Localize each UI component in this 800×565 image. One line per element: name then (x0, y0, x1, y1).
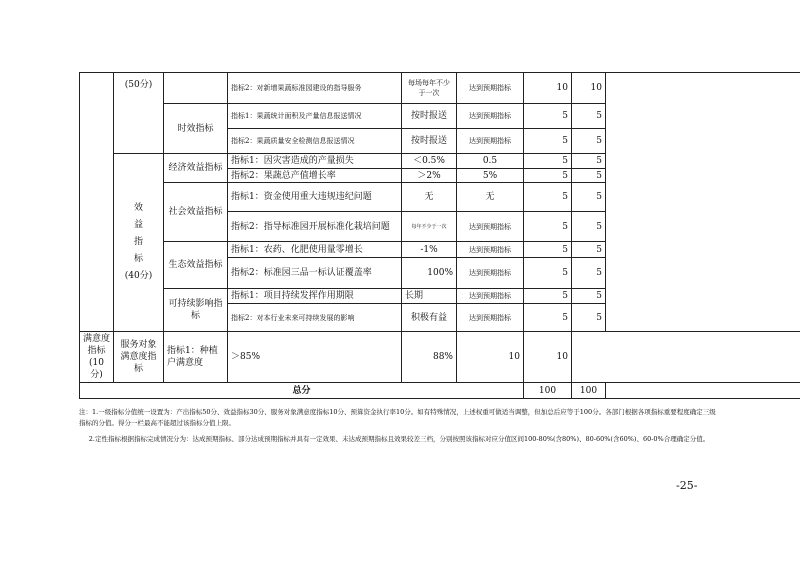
actual-value: 5% (457, 169, 524, 183)
weight-value: 5 (524, 154, 572, 169)
target-value: 无 (402, 183, 457, 212)
target-value: ＞2% (402, 169, 457, 183)
actual-value: 88% (402, 332, 457, 383)
score-value: 10 (524, 332, 572, 383)
level2-label: 可持续影响指标 (164, 289, 228, 332)
level2-label: 社会效益指标 (164, 183, 228, 242)
score-value: 5 (572, 154, 606, 169)
actual-value: 达到预期指标 (457, 129, 524, 154)
level3-label: 指标2：果蔬总产值增长率 (228, 169, 402, 183)
score-value: 5 (572, 183, 606, 212)
total-row (80, 383, 800, 399)
level3-label: 指标2：标准园三品一标认证覆盖率 (228, 258, 402, 289)
weight-value: 5 (524, 212, 572, 242)
level3-label: 指标1：农药、化肥使用量零增长 (228, 242, 402, 258)
weight-value: 5 (524, 169, 572, 183)
score-value: 10 (572, 73, 606, 104)
weight-value: 10 (524, 73, 572, 104)
weight-value: 5 (524, 304, 572, 332)
satisfaction-level2: 服务对象 满意度指 标 (114, 332, 164, 383)
remarks-blank (606, 383, 800, 399)
remarks-blank (606, 73, 800, 332)
actual-value: 无 (457, 183, 524, 212)
level3-label: 指标2：对本行业未来可持续发展的影响 (228, 304, 402, 332)
actual-value: 0.5 (457, 154, 524, 169)
weight-value: 5 (524, 129, 572, 154)
page-number: -25- (676, 479, 698, 492)
score-value: 5 (572, 212, 606, 242)
score-value: 5 (572, 258, 606, 289)
level2-label: 生态效益指标 (164, 242, 228, 289)
total-label: 总分 (80, 383, 524, 399)
benefit-level1: 效 益 指 标 (40分) (114, 154, 164, 332)
score-value: 5 (572, 104, 606, 129)
score-value: 5 (572, 129, 606, 154)
level3-label: 指标1：项目持续发挥作用期限 (228, 289, 402, 304)
target-value: 每场每年不少于一次 (402, 73, 457, 104)
level2-label: 时效指标 (164, 104, 228, 154)
total-weight: 100 (524, 383, 572, 399)
target-value: 长期 (402, 289, 457, 304)
target-value: ＞85% (228, 332, 402, 383)
note-1: 注：1.一级指标分值统一设置为：产出指标50分、效益指标30分、服务对象满意度指标10分、预算资金执行率10分。如有特殊情况，上述权重可做适当调整，但加总后应等于100分。各部门根据各项指标重要程度确定三级指标的分值。得分一栏最高不能超过该指标分值上限。 (79, 408, 716, 427)
score-value: 5 (572, 304, 606, 332)
performance-table (79, 72, 800, 399)
weight-value: 5 (524, 289, 572, 304)
table-notes (79, 407, 719, 450)
level3-label: 指标2：对新增果蔬标准园建设的指导服务 (228, 73, 402, 104)
weight-value: 5 (524, 258, 572, 289)
actual-value: 达到预期指标 (457, 304, 524, 332)
target-value: 按时报送 (402, 129, 457, 154)
note-2: 2.定性指标根据指标完成情况分为：达成预期指标、部分达成预期指标并具有一定效果、未达成预期指标且效果较差三档，分别按照该指标对应分值区间100-80%(含80%)、80-60%(含60%)、60-0%合理确定分值。 (88, 435, 710, 443)
actual-value: 达到预期指标 (457, 104, 524, 129)
actual-value: 达到预期指标 (457, 289, 524, 304)
target-value: 按时报送 (402, 104, 457, 129)
level2-label: 经济效益指标 (164, 154, 228, 183)
total-score: 100 (572, 383, 606, 399)
weight-value: 10 (457, 332, 524, 383)
weight-value: 5 (524, 183, 572, 212)
level2-blank (164, 73, 228, 104)
weight-value: 5 (524, 104, 572, 129)
target-value: 100% (402, 258, 457, 289)
actual-value: 达到预期指标 (457, 212, 524, 242)
weight-value: 5 (524, 242, 572, 258)
target-value: ＜0.5% (402, 154, 457, 169)
actual-value: 达到预期指标 (457, 242, 524, 258)
score-value: 5 (572, 289, 606, 304)
level3-label: 指标2：果蔬质量安全检测信息报送情况 (228, 129, 402, 154)
target-value: 积极有益 (402, 304, 457, 332)
table-row (80, 73, 800, 104)
satisfaction-level1: 满意度 指标 (10分) (80, 332, 114, 383)
level3-label: 指标1：因灾害造成的产量损失 (228, 154, 402, 169)
level3-label: 指标1：果蔬统计面积及产量信息报送情况 (228, 104, 402, 129)
level3-label: 指标1：种植户满意度 (164, 332, 228, 383)
actual-value: 达到预期指标 (457, 73, 524, 104)
actual-value: 达到预期指标 (457, 258, 524, 289)
level3-label: 指标1：资金使用重大违规违纪问题 (228, 183, 402, 212)
target-value: -1% (402, 242, 457, 258)
target-value: 每年不少于一次 (402, 212, 457, 242)
level3-label: 指标2：指导标准园开展标准化栽培问题 (228, 212, 402, 242)
level1-label: (50分) (114, 73, 164, 154)
table-row (80, 332, 800, 383)
score-value: 5 (572, 242, 606, 258)
blank-cell (80, 73, 114, 332)
score-value: 5 (572, 169, 606, 183)
